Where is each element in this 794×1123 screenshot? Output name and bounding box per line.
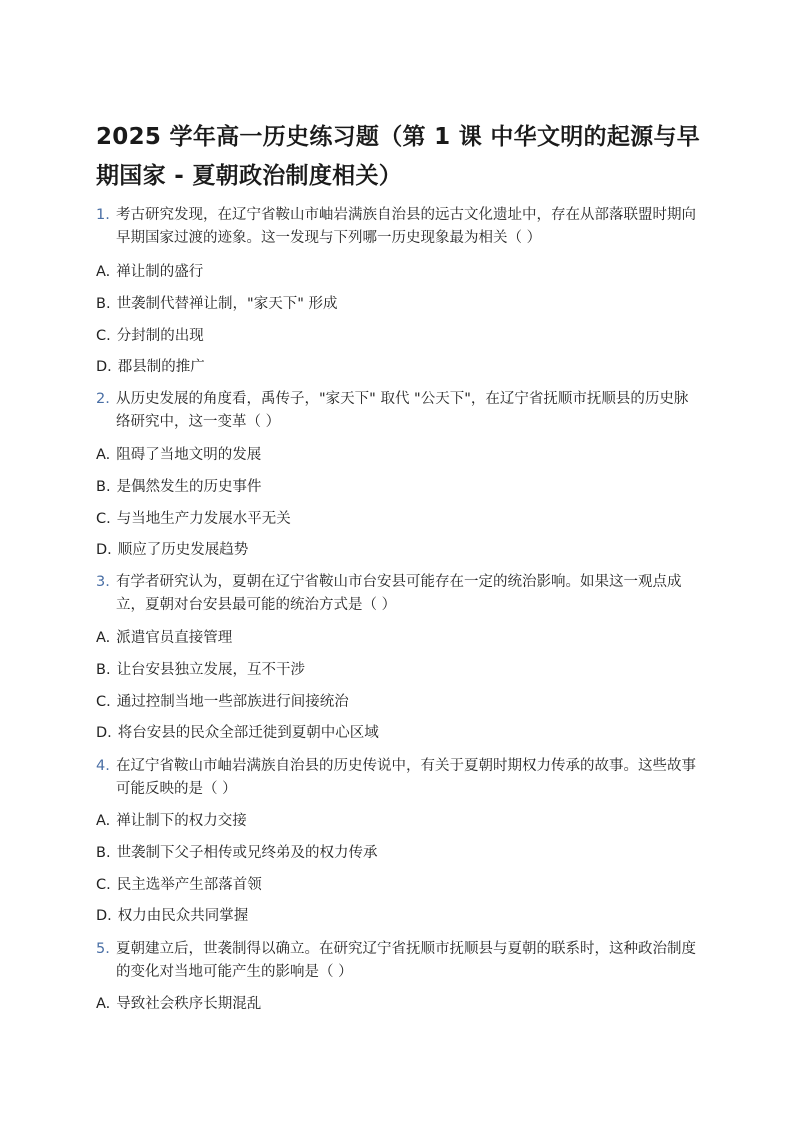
question-5 [96, 938, 696, 984]
option-1b [96, 294, 696, 314]
option-4c [96, 875, 696, 895]
option-3b [96, 660, 696, 680]
option-text: 禅让制的盛行 [116, 264, 204, 280]
option-letter: C. [96, 328, 111, 344]
option-3c [96, 692, 696, 712]
option-4d [96, 906, 696, 926]
option-letter: A. [96, 447, 111, 463]
option-text: 世袭制下父子相传或兄终弟及的权力传承 [116, 845, 378, 861]
option-1c [96, 326, 696, 346]
option-5a [96, 994, 696, 1014]
option-2d [96, 540, 696, 560]
question-text: 考古研究发现，在辽宁省鞍山市岫岩满族自治县的远古文化遗址中，存在从部落联盟时期向早期国家过渡的迹象。这一发现与下列哪一历史现象最为相关（ ） [116, 207, 696, 246]
option-letter: C. [96, 511, 111, 527]
option-letter: D. [96, 725, 112, 741]
option-text: 通过控制当地一些部族进行间接统治 [116, 694, 349, 710]
option-text: 导致社会秩序长期混乱 [116, 996, 262, 1012]
question-text: 在辽宁省鞍山市岫岩满族自治县的历史传说中，有关于夏朝时期权力传承的故事。这些故事可能反映的是（ ） [116, 758, 696, 797]
question-number: 1. [96, 207, 110, 223]
option-text: 世袭制代替禅让制，"家天下" 形成 [116, 296, 338, 312]
option-letter: B. [96, 479, 111, 495]
question-number: 2. [96, 391, 110, 407]
option-1d [96, 357, 696, 377]
question-3 [96, 571, 696, 617]
option-text: 让台安县独立发展，互不干涉 [116, 662, 306, 678]
option-text: 禅让制下的权力交接 [116, 813, 247, 829]
option-letter: D. [96, 542, 112, 558]
option-3d [96, 723, 696, 743]
question-1 [96, 204, 696, 250]
option-text: 郡县制的推广 [117, 359, 205, 375]
option-text: 顺应了历史发展趋势 [117, 542, 249, 558]
option-letter: C. [96, 877, 111, 893]
option-text: 阻碍了当地文明的发展 [116, 447, 262, 463]
option-2b [96, 477, 696, 497]
document-title: 2025 学年高一历史练习题（第 1 课 中华文明的起源与早期国家 - 夏朝政治制度相关） [96, 124, 701, 189]
option-4a [96, 811, 696, 831]
option-letter: C. [96, 694, 111, 710]
option-letter: B. [96, 296, 111, 312]
question-4 [96, 755, 696, 801]
option-text: 是偶然发生的历史事件 [116, 479, 262, 495]
question-2 [96, 388, 696, 434]
option-letter: B. [96, 845, 111, 861]
option-2a [96, 445, 696, 465]
option-text: 分封制的出现 [116, 328, 204, 344]
option-letter: B. [96, 662, 111, 678]
option-text: 派遣官员直接管理 [116, 630, 233, 646]
option-letter: A. [96, 264, 111, 280]
option-letter: A. [96, 996, 111, 1012]
option-4b [96, 843, 696, 863]
option-letter: D. [96, 908, 112, 924]
question-number: 5. [96, 941, 110, 957]
option-text: 将台安县的民众全部迁徙到夏朝中心区域 [117, 725, 379, 741]
question-number: 4. [96, 758, 110, 774]
question-text: 从历史发展的角度看，禹传子，"家天下" 取代 "公天下"，在辽宁省抚顺市抚顺县的历史脉络研究中，这一变革（ ） [116, 391, 689, 430]
option-3a [96, 628, 696, 648]
option-text: 民主选举产生部落首领 [116, 877, 262, 893]
option-2c [96, 509, 696, 529]
option-text: 与当地生产力发展水平无关 [116, 511, 291, 527]
option-letter: A. [96, 813, 111, 829]
question-text: 夏朝建立后，世袭制得以确立。在研究辽宁省抚顺市抚顺县与夏朝的联系时，这种政治制度的变化对当地可能产生的影响是（ ） [116, 941, 696, 980]
question-text: 有学者研究认为，夏朝在辽宁省鞍山市台安县可能存在一定的统治影响。如果这一观点成立，夏朝对台安县最可能的统治方式是（ ） [116, 574, 682, 613]
question-number: 3. [96, 574, 110, 590]
option-1a [96, 262, 696, 282]
option-letter: A. [96, 630, 111, 646]
option-letter: D. [96, 359, 112, 375]
option-text: 权力由民众共同掌握 [117, 908, 249, 924]
